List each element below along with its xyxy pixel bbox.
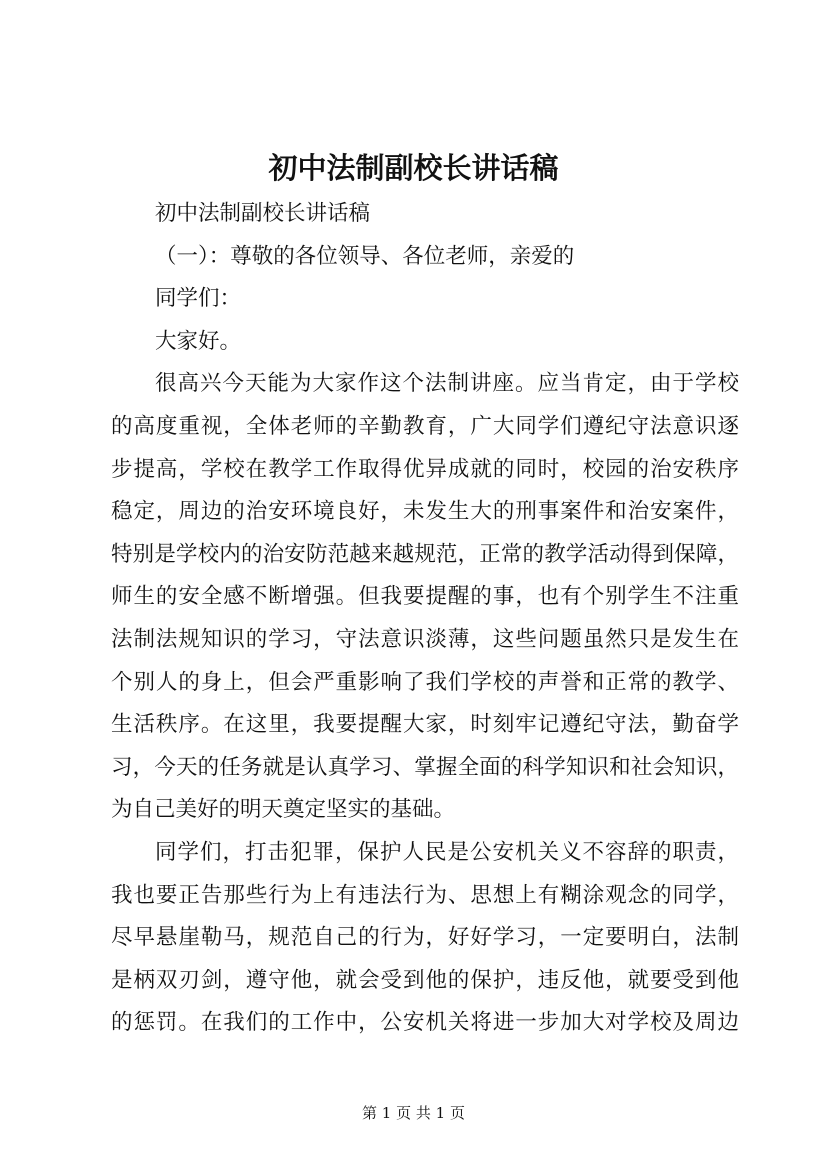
paragraph-line: 同学们，打击犯罪，保护人民是公安机关义不容辞的职责， [155,839,739,865]
paragraph-line: 尽早悬崖勒马，规范自己的行为，好好学习，一定要明白，法制 [111,925,739,951]
paragraph-line: 的惩罚。在我们的工作中，公安机关将进一步加大对学校及周边 [111,1010,739,1036]
paragraph-line: 很高兴今天能为大家作这个法制讲座。应当肯定，由于学校 [155,371,739,397]
paragraph-line: 个别人的身上，但会严重影响了我们学校的声誉和正常的教学、 [111,669,739,695]
paragraph-line: 步提高，学校在教学工作取得优异成就的同时，校园的治安秩序 [111,456,739,482]
paragraph-line: 的高度重视，全体老师的辛勤教育，广大同学们遵纪守法意识逐 [111,413,739,439]
paragraph-line: 师生的安全感不断增强。但我要提醒的事，也有个别学生不注重 [111,584,739,610]
paragraph-line: 我也要正告那些行为上有违法行为、思想上有糊涂观念的同学， [111,882,739,908]
page-footer: 第 1 页 共 1 页 [362,1104,465,1122]
paragraph-line: 大家好。 [155,328,242,354]
paragraph-line: 为自己美好的明天奠定坚实的基础。 [111,797,456,823]
paragraph-line: 同学们： [155,286,242,312]
paragraph-line: 特别是学校内的治安防范越来越规范，正常的教学活动得到保障， [111,541,739,567]
paragraph-line: 习，今天的任务就是认真学习、掌握全面的科学知识和社会知识， [111,754,739,780]
paragraph-line: 是柄双刃剑，遵守他，就会受到他的保护，违反他，就要受到他 [111,967,739,993]
document-title: 初中法制副校长讲话稿 [268,151,559,185]
paragraph-line: 初中法制副校长讲话稿 [155,201,371,226]
paragraph-line: （一）：尊敬的各位领导、各位老师，亲爱的 [155,243,575,269]
paragraph-line: 法制法规知识的学习，守法意识淡薄，这些问题虽然只是发生在 [111,626,739,652]
document-body [111,193,739,1045]
paragraph-line: 生活秩序。在这里，我要提醒大家，时刻牢记遵纪守法，勤奋学 [111,712,739,738]
paragraph-line: 稳定，周边的治安环境良好，未发生大的刑事案件和治安案件， [111,499,739,525]
